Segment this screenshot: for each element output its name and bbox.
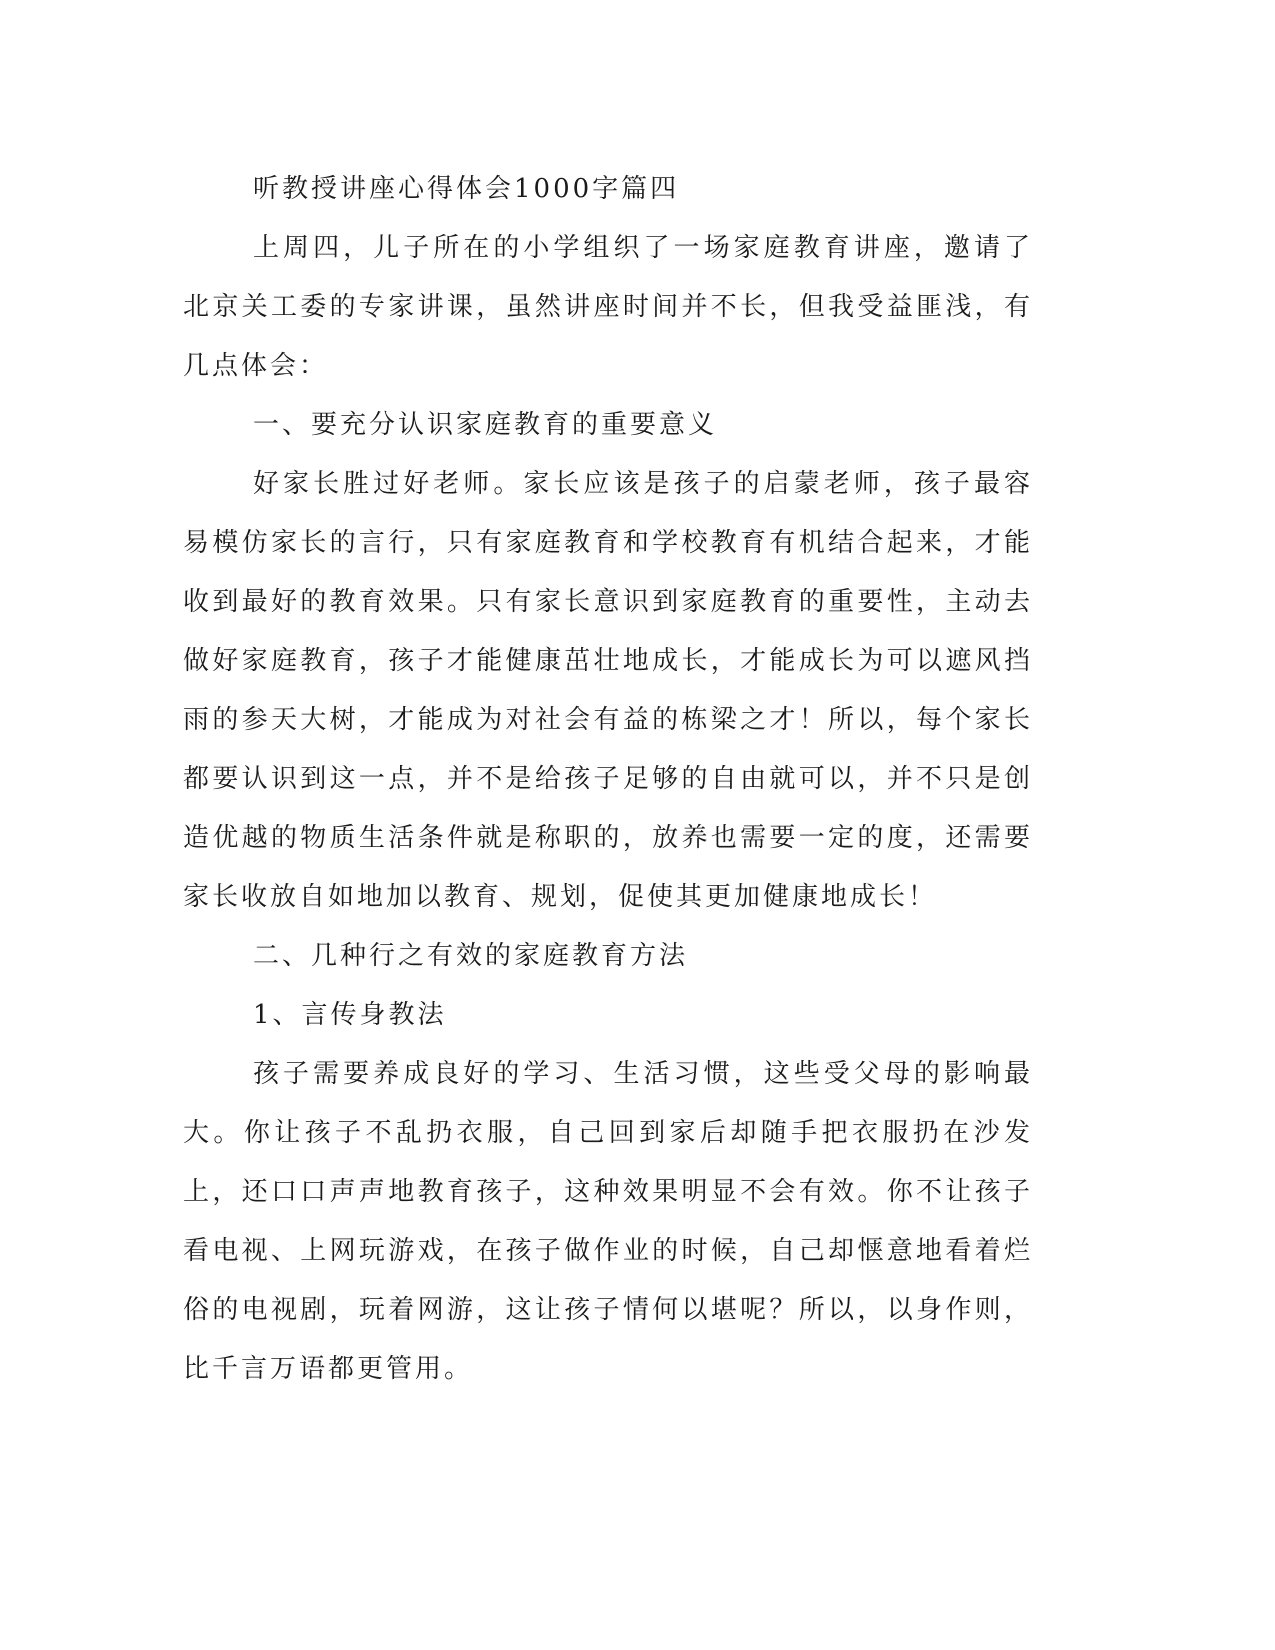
- document-title: 听教授讲座心得体会1000字篇四: [253, 174, 680, 204]
- section-heading-1: 一、要充分认识家庭教育的重要意义: [253, 410, 718, 440]
- subsection-heading-1: 1、言传身教法: [253, 1000, 447, 1030]
- paragraph-intro: 上周四，儿子所在的小学组织了一场家庭教育讲座，邀请了北京关工委的专家讲课，虽然讲座时间并不长，但我受益匪浅，有几点体会：: [183, 233, 1033, 381]
- section-heading-2: 二、几种行之有效的家庭教育方法: [253, 941, 689, 971]
- document-body: [183, 160, 1033, 1399]
- paragraph-section-1: 好家长胜过好老师。家长应该是孩子的启蒙老师，孩子最容易模仿家长的言行，只有家庭教育和学校教育有机结合起来，才能收到最好的教育效果。只有家长意识到家庭教育的重要性，主动去做好家庭教育，孩子才能健康茁壮地成长，才能成长为可以遮风挡雨的参天大树，才能成为对社会有益的栋梁之才！所以，每个家长都要认识到这一点，并不是给孩子足够的自由就可以，并不只是创造优越的物质生活条件就是称职的，放养也需要一定的度，还需要家长收放自如地加以教育、规划，促使其更加健康地成长！: [183, 469, 1033, 912]
- paragraph-subsection-1: 孩子需要养成良好的学习、生活习惯，这些受父母的影响最大。你让孩子不乱扔衣服，自己回到家后却随手把衣服扔在沙发上，还口口声声地教育孩子，这种效果明显不会有效。你不让孩子看电视、上网玩游戏，在孩子做作业的时候，自己却惬意地看着烂俗的电视剧，玩着网游，这让孩子情何以堪呢？所以，以身作则，比千言万语都更管用。: [183, 1059, 1033, 1384]
